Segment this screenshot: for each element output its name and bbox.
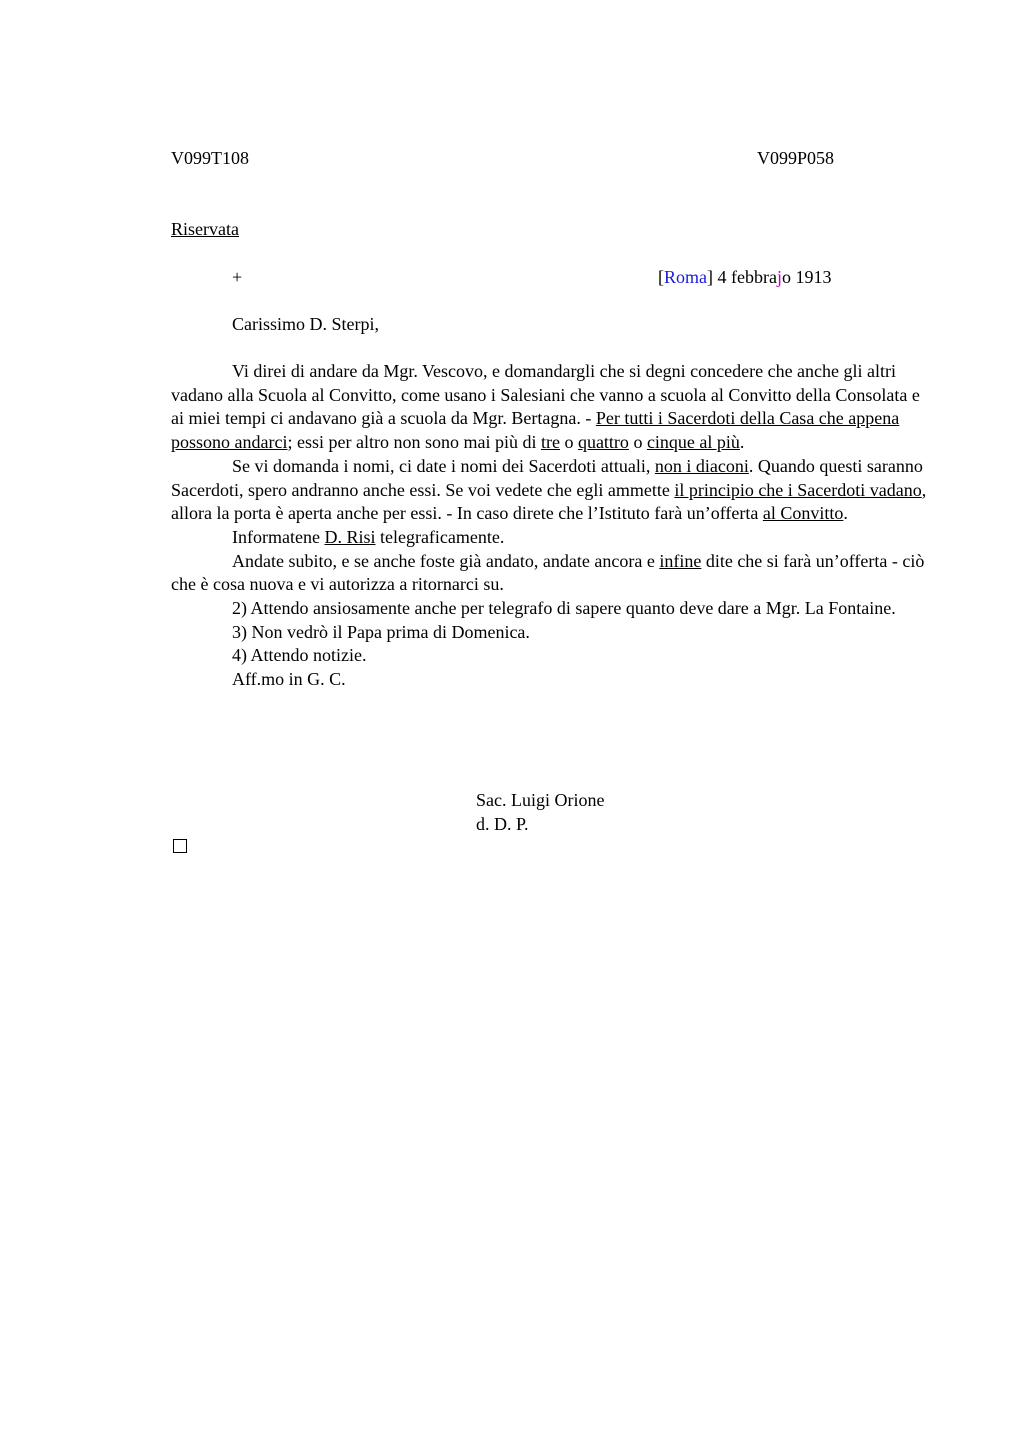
signature-title: d. D. P. — [476, 814, 529, 834]
p4-underline-1: infine — [659, 550, 702, 571]
paragraph-3 — [171, 526, 931, 550]
p3-text-b: telegraficamente. — [375, 526, 505, 547]
p2-text-d: . — [843, 503, 848, 524]
date-day: 4 febbra — [713, 267, 777, 287]
p2-underline-3: al Convitto — [762, 503, 844, 524]
p2-text-c: , allora la porta è aperta anche per essi. - In caso direte che l’Istituto farà un’offerta — [171, 479, 927, 524]
paragraph-2 — [171, 455, 931, 526]
p1-text-d: o — [628, 432, 647, 453]
p3-text-a: Informatene — [232, 526, 325, 547]
p2-underline-2: il principio che i Sacerdoti vadano — [674, 479, 922, 500]
paragraph-8: Aff.mo in G. C. — [232, 669, 346, 690]
p2-text-a: Se vi domanda i nomi, ci date i nomi dei Sacerdoti attuali, — [232, 455, 655, 476]
p1-underline-2: tre — [540, 432, 560, 453]
p1-underline-4: cinque al più — [646, 432, 740, 453]
p1-text-b: ; essi per altro non sono mai più di — [287, 432, 541, 453]
paragraph-7: 4) Attendo notizie. — [232, 645, 367, 666]
date-j-letter: j — [776, 267, 782, 287]
date-rest: o 1913 — [781, 267, 832, 287]
document-code-right: V099P058 — [757, 148, 835, 168]
date-place: Roma — [664, 267, 707, 287]
p1-underline-3: quattro — [577, 432, 629, 453]
document-code-left: V099T108 — [171, 148, 249, 168]
paragraph-6: 3) Non vedrò il Papa prima di Domenica. — [232, 621, 530, 642]
p4-text-a: Andate subito, e se anche foste già andato, andate ancora e — [232, 550, 660, 571]
cross-symbol: + — [232, 267, 243, 287]
date-bracket-close: ] — [707, 267, 713, 287]
p1-underline-1: Per tutti i Sacerdoti della Casa che appena possono andarci — [171, 408, 900, 453]
letter-date — [658, 266, 831, 288]
p2-underline-1: non i diaconi — [654, 455, 749, 476]
p3-underline-1: D. Risi — [324, 526, 376, 547]
p1-text-c: o — [559, 432, 578, 453]
letter-body — [171, 360, 931, 692]
p1-text-e: . — [739, 432, 745, 453]
paragraph-4 — [171, 550, 931, 597]
paragraph-1 — [171, 360, 931, 455]
paragraph-5: 2) Attendo ansiosamente anche per telegrafo di sapere quanto deve dare a Mgr. La Fontaine. — [232, 598, 896, 619]
end-box-icon — [173, 839, 187, 853]
p2-text-b: . Quando questi saranno Sacerdoti, spero andranno anche essi. Se voi vedete che egli ammette — [171, 455, 923, 500]
date-bracket-open: [ — [658, 267, 664, 287]
confidential-label: Riservata — [171, 219, 239, 239]
p1-text-a: Vi direi di andare da Mgr. Vescovo, e domandargli che si degni concedere che anche gli altri vadano alla Scuola al Convitto, come usano i Salesiani che vanno a scuola al Convitto della Consolata e ai miei tempi ci andavano già a scuola da Mgr. Bertagna. - — [171, 361, 920, 429]
signature-name: Sac. Luigi Orione — [476, 790, 605, 810]
p4-text-b: dite che si farà un’offerta - ciò che è cosa nuova e vi autorizza a ritornarci su. — [171, 550, 925, 595]
salutation: Carissimo D. Sterpi, — [232, 314, 379, 334]
